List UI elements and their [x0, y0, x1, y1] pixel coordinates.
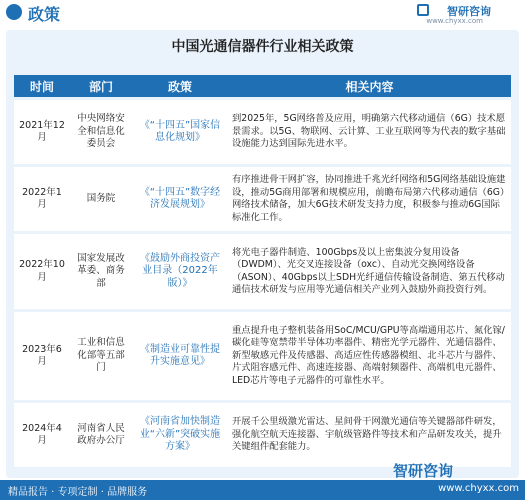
brand-watermark: 智研咨询: [392, 462, 453, 480]
cell-policy: 《鼓励外商投资产业目录（2022年版）》: [132, 234, 228, 309]
cell-dept: 国务院: [70, 167, 132, 231]
cell-content: 有序推进骨干网扩容，协同推进千兆光纤网络和5G网络基础设施建设，推动5G商用部署和规模应用，前瞻布局第六代移动通信（6G）网络技术储备，加大6G技术研发支持力度，积极参与推动6G国际标准化工作。: [228, 167, 511, 231]
cell-time: 2022年10月: [14, 234, 70, 309]
table-row: [14, 100, 511, 164]
cell-time: 2021年12月: [14, 100, 70, 164]
cell-dept: 河南省人民政府办公厅: [70, 403, 132, 467]
cell-dept: 工业和信息化部等五部门: [70, 312, 132, 400]
cell-content: 将光电子器件制造、100Gbps及以上密集波分复用设备（DWDM）、光交叉连接设备（oxc）、自动光交换网络设备（ASON）、40Gbps以上SDH光纤通信传输设备制造、第五代移动通信技术研发与应用等光通信相关产业列入鼓励外商投资行列。: [228, 234, 511, 309]
table-row: [14, 312, 511, 400]
footer-bar: [0, 480, 525, 500]
section-icon: [6, 4, 22, 20]
cell-policy: 《“十四五”国家信息化规划》: [132, 100, 228, 164]
cell-policy: 《制造业可靠性提升实施意见》: [132, 312, 228, 400]
cell-content: 到2025年，5G网络普及应用，明确第六代移动通信（6G）技术愿景需求。以5G、物联网、云计算、工业互联网等为代表的数字基础设施能力达到国际先进水平。: [228, 100, 511, 164]
cell-content: 开展千公里级激光雷达、星间骨干网激光通信等关键器部件研发，强化航空航天连接器、宇航级管路件等技术和产品研发攻关，提升关键组件配套能力。: [228, 403, 511, 467]
footer-url[interactable]: www.chyxx.com: [438, 483, 519, 494]
cell-content: 重点提升电子整机装备用SoC/MCU/GPU等高端通用芯片、氮化镓/碳化硅等宽禁带半导体功率器件、精密光学元器件、光通信器件、新型敏感元件及传感器、高适应性传感器模组、北斗芯片与器件、片式阻容感元件、高速连接器、高端射频器件、高端机电元器件、LED芯片等电子元器件的可靠性水平。: [228, 312, 511, 400]
cell-dept: 国家发展改革委、商务部: [70, 234, 132, 309]
table-header-row: [14, 75, 511, 97]
column-header-policy: 政策: [132, 75, 228, 97]
table-row: [14, 403, 511, 467]
cell-dept: 中央网络安全和信息化委员会: [70, 100, 132, 164]
top-bar: [0, 0, 525, 24]
column-header-content: 相关内容: [228, 75, 511, 97]
policy-table: [14, 72, 511, 470]
cell-time: 2024年4月: [14, 403, 70, 467]
cell-policy: 《“十四五”数字经济发展规划》: [132, 167, 228, 231]
logo-url: www.chyxx.com: [426, 17, 483, 25]
footer-services: 精品报告 · 专项定制 · 品牌服务: [8, 487, 148, 498]
cell-policy: 《河南省加快制造业“六新”突破实施方案》: [132, 403, 228, 467]
table-row: [14, 234, 511, 309]
section-title: 政策: [28, 5, 61, 24]
logo-icon: [417, 4, 429, 16]
column-header-dept: 部门: [70, 75, 132, 97]
column-header-time: 时间: [14, 75, 70, 97]
cell-time: 2023年6月: [14, 312, 70, 400]
table-title: 中国光通信器件行业相关政策: [171, 39, 354, 55]
cell-time: 2022年1月: [14, 167, 70, 231]
logo-text: 智研咨询: [447, 5, 491, 18]
table-row: [14, 167, 511, 231]
